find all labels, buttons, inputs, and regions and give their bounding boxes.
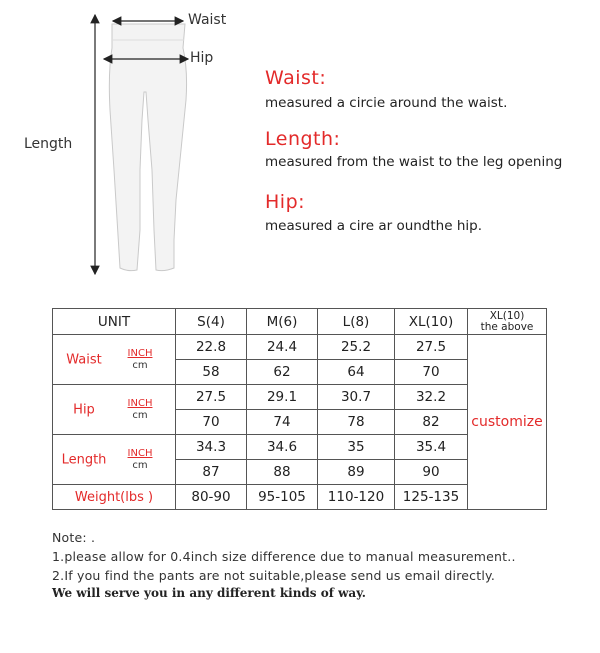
table-cell: 95-105 <box>247 485 318 510</box>
hip-measure-cell <box>53 385 176 435</box>
header-size-s: S(4) <box>176 309 247 335</box>
waist-row-label: Waist <box>66 352 102 367</box>
length-label: Length <box>24 136 73 152</box>
table-header-row <box>53 309 547 335</box>
table-cell: 25.2 <box>318 335 395 360</box>
table-cell: 74 <box>247 410 318 435</box>
hip-definition-title: Hip: <box>265 191 306 213</box>
table-cell: 70 <box>395 360 468 385</box>
table-cell: 34.6 <box>247 435 318 460</box>
header-xl-above-line1: XL(10) <box>489 309 525 322</box>
waist-label: Waist <box>188 12 227 28</box>
table-row <box>53 335 547 360</box>
table-cell: 80-90 <box>176 485 247 510</box>
table-cell: 64 <box>318 360 395 385</box>
table-cell: 58 <box>176 360 247 385</box>
hip-label: Hip <box>190 50 214 66</box>
unit-cm-label: cm <box>132 459 148 471</box>
table-cell: 125-135 <box>395 485 468 510</box>
table-cell: 22.8 <box>176 335 247 360</box>
table-cell: 87 <box>176 460 247 485</box>
unit-cm-label: cm <box>132 409 148 421</box>
customize-cell: customize <box>468 335 547 510</box>
table-cell: 89 <box>318 460 395 485</box>
table-cell: 27.5 <box>176 385 247 410</box>
table-cell: 35 <box>318 435 395 460</box>
waist-definition-text: measured a circie around the waist. <box>265 95 508 111</box>
unit-fraction <box>120 398 160 422</box>
unit-fraction <box>120 348 160 372</box>
header-xl-above-line2: the above <box>480 320 534 333</box>
table-cell: 32.2 <box>395 385 468 410</box>
note-line-2: 2.If you find the pants are not suitable,please send us email directly. <box>52 568 496 583</box>
note-line-1: 1.please allow for 0.4inch size difference due to manual measurement.. <box>52 549 516 564</box>
table-cell: 35.4 <box>395 435 468 460</box>
hip-definition-text: measured a cire ar oundthe hip. <box>265 218 482 234</box>
table-cell: 27.5 <box>395 335 468 360</box>
table-cell: 90 <box>395 460 468 485</box>
note-line-3: We will serve you in any different kinds of way. <box>52 586 366 600</box>
table-cell: 70 <box>176 410 247 435</box>
note-title: Note: . <box>52 530 96 545</box>
header-size-m: M(6) <box>247 309 318 335</box>
unit-cm-label: cm <box>132 359 148 371</box>
length-measure-cell <box>53 435 176 485</box>
table-cell: 88 <box>247 460 318 485</box>
table-cell: 78 <box>318 410 395 435</box>
table-cell: 30.7 <box>318 385 395 410</box>
table-cell: 62 <box>247 360 318 385</box>
header-size-l: L(8) <box>318 309 395 335</box>
waist-definition-title: Waist: <box>265 67 327 89</box>
length-definition-text: measured from the waist to the leg opening <box>265 154 563 170</box>
leggings-illustration <box>109 24 186 271</box>
waist-measure-cell <box>53 335 176 385</box>
unit-inch-label: INCH <box>127 347 153 359</box>
length-definition-title: Length: <box>265 128 341 150</box>
header-size-xl: XL(10) <box>395 309 468 335</box>
table-cell: 29.1 <box>247 385 318 410</box>
unit-inch-label: INCH <box>127 397 153 409</box>
size-chart-table <box>52 308 547 510</box>
length-row-label: Length <box>61 452 107 467</box>
weight-row-label: Weight(lbs ) <box>53 485 176 510</box>
header-xl-above <box>468 309 547 335</box>
table-cell: 110-120 <box>318 485 395 510</box>
hip-row-label: Hip <box>73 402 95 417</box>
unit-fraction <box>120 448 160 472</box>
table-cell: 34.3 <box>176 435 247 460</box>
header-unit: UNIT <box>53 309 176 335</box>
unit-inch-label: INCH <box>127 447 153 459</box>
table-cell: 24.4 <box>247 335 318 360</box>
table-cell: 82 <box>395 410 468 435</box>
